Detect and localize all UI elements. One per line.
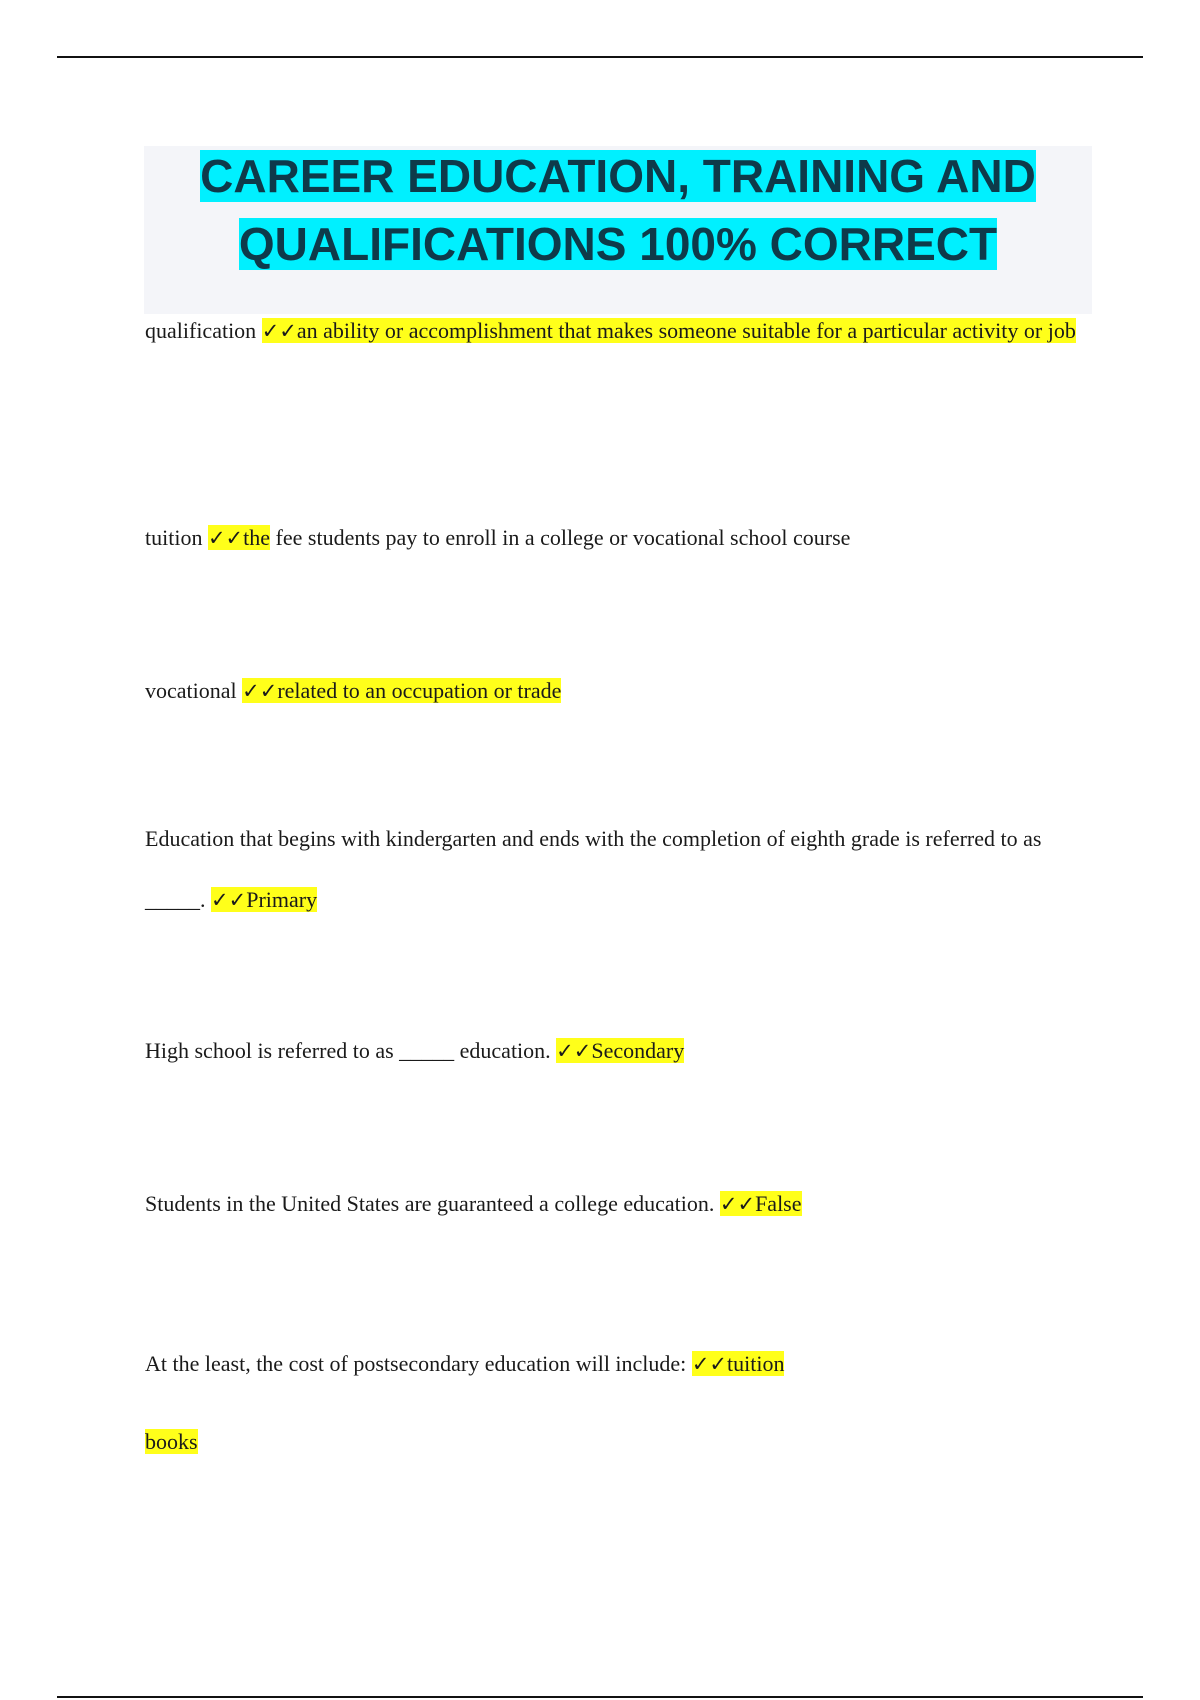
bottom-rule <box>57 1696 1143 1698</box>
page-title-line-2: QUALIFICATIONS 100% CORRECT <box>238 218 998 270</box>
answer-highlight <box>692 1351 785 1376</box>
question-text: Students in the United States are guaranteed a college education. <box>145 1191 715 1216</box>
title-banner <box>144 146 1092 314</box>
question-text: Education that begins with kindergarten and ends with the completion of eighth grade is referred to as _____. <box>145 826 1042 912</box>
answer-text: related to an occupation or trade <box>277 678 562 703</box>
question-text: qualification <box>145 318 257 343</box>
double-check-icon: ✓✓ <box>207 526 244 550</box>
answer-text: the <box>243 525 271 550</box>
answer-text: False <box>755 1191 802 1216</box>
page-title-line-1: CAREER EDUCATION, TRAINING AND <box>200 150 1036 202</box>
qa-item-qualification <box>145 300 1095 362</box>
qa-item-primary <box>145 808 1095 931</box>
qa-item-postsecondary-cost <box>145 1325 1095 1480</box>
double-check-icon: ✓✓ <box>261 319 297 343</box>
answer-highlight <box>262 318 1076 343</box>
answer-text: Primary <box>246 887 318 912</box>
double-check-icon: ✓✓ <box>242 679 278 703</box>
question-text: tuition <box>145 525 203 550</box>
double-check-icon: ✓✓ <box>691 1352 728 1376</box>
answer-rest-text: fee students pay to enroll in a college or vocational school course <box>275 525 851 550</box>
answer-highlight <box>242 678 561 703</box>
answer-highlight <box>720 1191 802 1216</box>
question-text: High school is referred to as _____ education. <box>145 1038 551 1063</box>
qa-item-vocational <box>145 660 1095 722</box>
answer-line-2: books <box>145 1429 198 1454</box>
qa-item-tuition <box>145 507 1095 569</box>
answer-text: an ability or accomplishment that makes someone suitable for a particular activity or job <box>296 318 1076 343</box>
question-text: vocational <box>145 678 237 703</box>
answer-text: Secondary <box>591 1038 685 1063</box>
top-rule <box>57 56 1143 58</box>
double-check-icon: ✓✓ <box>719 1192 756 1216</box>
double-check-icon: ✓✓ <box>556 1039 592 1063</box>
qa-item-secondary <box>145 1020 1095 1082</box>
answer-highlight <box>211 887 317 912</box>
qa-item-college-guarantee <box>145 1173 1095 1235</box>
answer-highlight <box>556 1038 684 1063</box>
answer-text: tuition <box>727 1351 785 1376</box>
answer-highlight <box>208 525 270 550</box>
double-check-icon: ✓✓ <box>211 888 247 912</box>
question-text: At the least, the cost of postsecondary education will include: <box>145 1351 687 1376</box>
